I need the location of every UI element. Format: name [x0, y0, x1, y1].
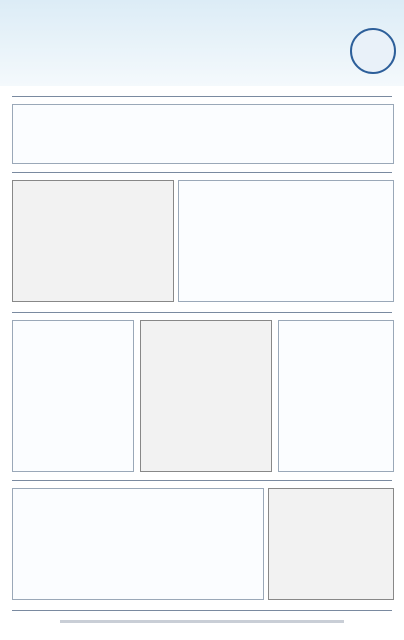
background-panel — [178, 180, 394, 302]
divider — [12, 312, 392, 313]
discussion-figure — [268, 488, 394, 600]
footer-line — [60, 620, 344, 623]
discussion-panel — [12, 488, 264, 600]
title-band — [0, 0, 404, 86]
map-figure — [12, 180, 174, 302]
abstract-panel — [12, 104, 394, 164]
results-panel-right — [278, 320, 394, 472]
divider — [12, 480, 392, 481]
divider — [12, 610, 392, 611]
institute-logo — [350, 28, 396, 74]
results-panel-left — [12, 320, 134, 472]
divider — [12, 172, 392, 173]
results-figure — [140, 320, 272, 472]
divider — [12, 96, 392, 97]
